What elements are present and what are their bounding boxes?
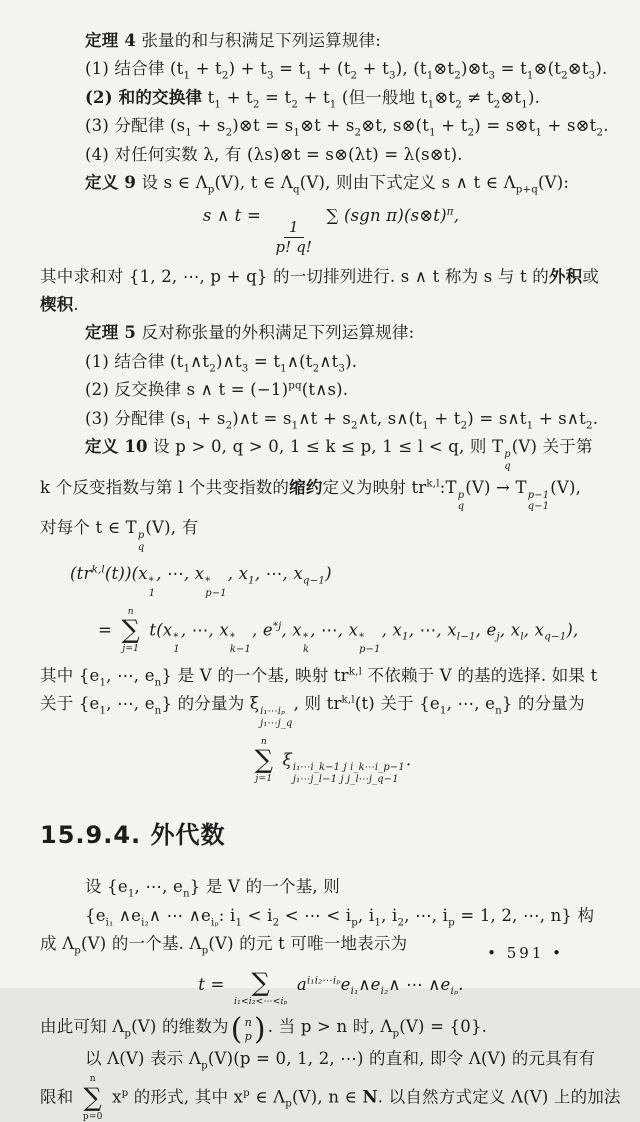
page-number: • 591 • [487, 944, 564, 962]
text-line: (1) 结合律 $(t_1 + t_2) + t_3 = t_1 + (t_2 + t_3)$, $(t_1\otimes t_2)\otimes t_3$ = $t_1\otimes(t_2\otimes t_3)$. [85, 59, 608, 82]
text-line: 由此可知 $\Lambda_p(V)$ 的维数为 ( n p ) . 当 p > n 时, $\Lambda_p(V) = \{0\}$. [40, 1011, 488, 1047]
section-heading: 15.9.4. 外代数 [40, 820, 226, 849]
text-line: 成 $\Lambda_p(V)$ 的一个基. $\Lambda_p(V)$ 的元 t 可唯一地表示为 [40, 934, 408, 957]
text-line: (1) 结合律 $(t_1\wedge t_2)\wedge t_3$ = $t_1\wedge(t_2\wedge t_3)$. [85, 351, 358, 375]
text-line: 以 Λ(V) 表示 $\Lambda_p(V)(p = 0$, 1, 2, ⋯) 的直和, 即令 Λ(V) 的元具有有 [85, 1049, 596, 1072]
text-line: 其中求和对 {1, 2, ⋯, p + q} 的一切排列进行. s ∧ t 称为 s 与 t 的外积或 [40, 266, 600, 286]
text-line: 定义 10 设 p > 0, q > 0, 1 ≤ k ≤ p, 1 ≤ l < q, 则 T p q (V) 关于第 [85, 436, 593, 472]
text-line: 其中 {$e_1$, ⋯, $e_n$} 是 V 的一个基, 映射 tr$^{k,l}$ 不依赖于 V 的基的选择. 如果 t [40, 665, 598, 688]
formula-line: = n ∑ j=1 t(x * 1 , ⋯, x * k−1 , $e^{*j}$, x * k , ⋯, x * p−1 , $x_1$, ⋯, $x_{l-1}$, $e_j$, $x_l$, $x_{q-1}$), [98, 606, 579, 655]
text-line: (4) 对任何实数 λ, 有 (λs)⊗t = s⊗(λt) = λ(s⊗t). [85, 144, 463, 164]
text-line: {$e_{i_1}$ $\wedge e_{i_2}\wedge$ ⋯ $\wedge e_{i_p}$: $i_1 < i_2$ < ⋯ < $i_p$, $i_1$, $i_2$, ⋯, $i_p = 1$, 2, ⋯, n} 构 [85, 905, 595, 928]
text-line: (2) 和的交换律 $t_1 + t_2 = t_2 + t_1$ (但一般地 $t_1\otimes t_2$ ≠ $t_2\otimes t_1$). [85, 87, 541, 111]
text-line: 关于 {$e_1$, ⋯, $e_n$} 的分量为 ξ i₁⋯iₚ j₁⋯j_q , 则 tr$^{k,l}$(t) 关于 {$e_1$, ⋯, $e_n$} 的分量为 [40, 694, 585, 729]
text-line: 限和 n ∑ p=0 $x^p$ 的形式, 其中 $x^p$ ∈ $\Lambda_p(V)$, n ∈ N. 以自然方式定义 Λ(V) 上的加法 [40, 1074, 621, 1122]
text-line: (3) 分配律 ($s_1$ + $s_2)\otimes t$ = $s_1\otimes t$ + $s_2\otimes t$, $s\otimes(t_1 + t_2)$ = $s\otimes t_1$ + $s\otimes t_2$. [85, 116, 609, 139]
text-line: 设 {$e_1$, ⋯, $e_n$} 是 V 的一个基, 则 [85, 877, 341, 900]
formula-line: n ∑ j=1 ξ i₁⋯i_k−1 j i_k⋯i_p−1 j₁⋯j_l−1 j j_l⋯j_q−1 . [254, 736, 412, 785]
text-line: (2) 反交换律 s ∧ $t = (-1)^{pq}(t\wedge s)$. [85, 380, 349, 400]
text-line: 定义 9 设 s ∈ $\Lambda_p(V)$, t ∈ $\Lambda_q(V)$, 则由下式定义 s ∧ t ∈ $\Lambda_{p+q}(V)$: [85, 172, 570, 196]
text-line: 定理 4 张量的和与积满足下列运算规律: [85, 31, 382, 50]
formula-line: s ∧ t = $\frac{1}{p! q!}$ ∑ (sgn π)(s⊗t)$^\pi$, [202, 206, 460, 257]
text-line: 对每个 t ∈ T p q (V), 有 [40, 518, 199, 554]
formula-line: (tr$^{k,l}$(t))(x * 1 , ⋯, x * p−1 , $x_1$, ⋯, $x_{q-1}$) [70, 563, 332, 599]
text-line: 定理 5 反对称张量的外积满足下列运算规律: [85, 323, 415, 343]
text-line: 楔积. [40, 294, 79, 314]
formula-line: t = ∑ i₁<i₂<⋯<iₚ $a^{i_1i_2\cdots i_p}e_{i_1}\wedge e_{i_2}\wedge$ ⋯ $\wedge e_{i_p}$. [198, 967, 464, 1007]
text-line: (3) 分配律 ($s_1$ + $s_2)\wedge t$ = $s_1\wedge t$ + $s_2\wedge t$, $s\wedge(t_1 + t_2)$ = $s\wedge t_1$ + $s\wedge t_2$. [85, 408, 599, 431]
text-line: k 个反变指数与第 l 个共变指数的缩约定义为映射 tr$^{k,l}$:T p q (V) → T p−1 q−1 (V), [40, 477, 582, 513]
